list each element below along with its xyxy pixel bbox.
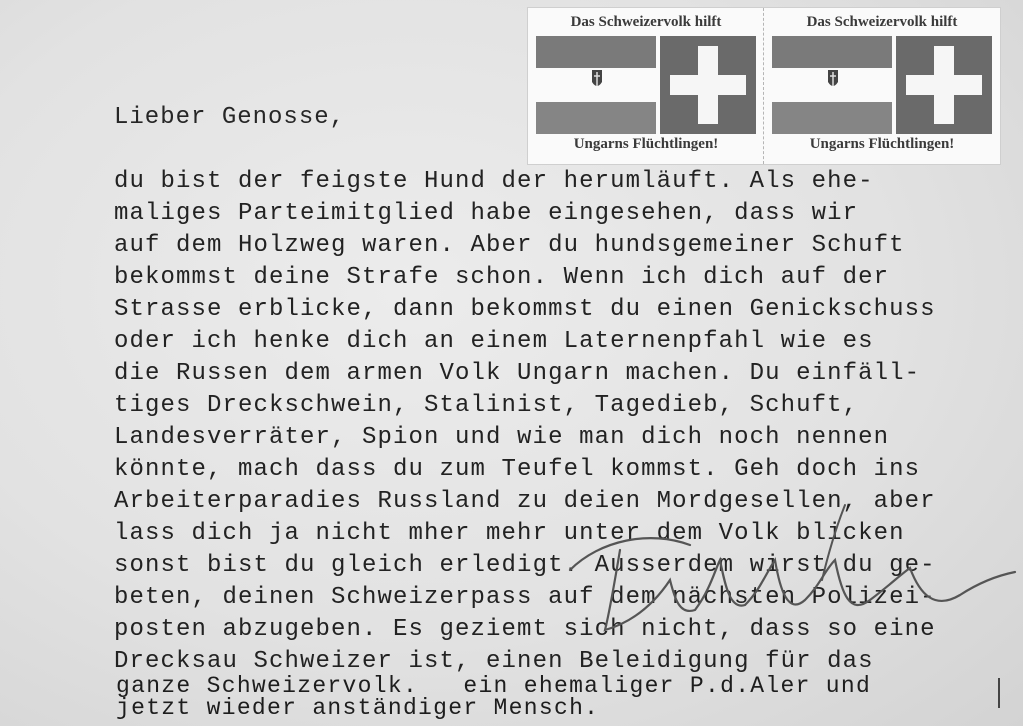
- letter-line: du bist der feigste Hund der herumläuft. Als ehe-: [114, 168, 874, 195]
- margin-mark: [998, 678, 1000, 708]
- letter-line: auf dem Holzweg waren. Aber du hundsgemeiner Schuft: [114, 232, 905, 259]
- letter-line: sonst bist du gleich erledigt. Ausserdem wirst du ge-: [114, 552, 936, 579]
- letter-line: Arbeiterparadies Russland zu deien Mordgesellen, aber: [114, 488, 936, 515]
- charity-stamp-left: [528, 8, 764, 164]
- letter-line: könnte, mach dass du zum Teufel kommst. Geh doch ins: [114, 456, 921, 483]
- letter-line: tiges Dreckschwein, Stalinist, Tagedieb, Schuft,: [114, 392, 859, 419]
- letter-line: maliges Parteimitglied habe eingesehen, dass wir: [114, 200, 859, 227]
- letter-line: beten, deinen Schweizerpass auf dem nächsten Polizei-: [114, 584, 936, 611]
- letter-line: lass dich ja nicht mher mehr unter dem Volk blicken: [114, 520, 905, 547]
- letter-closing: [116, 675, 871, 719]
- letter-line: die Russen dem armen Volk Ungarn machen. Du einfäll-: [114, 360, 921, 387]
- letter-line: bekommst deine Strafe schon. Wenn ich dich auf der: [114, 264, 890, 291]
- hungarian-flag-bottom-stripe: [536, 102, 656, 134]
- letter-line: posten abzugeben. Es geziemt sich nicht, dass so eine: [114, 616, 936, 643]
- stamp-bottom-text: Ungarns Flüchtlingen!: [809, 136, 955, 152]
- swiss-cross-bar: [670, 75, 746, 95]
- stamp-top-text: Das Schweizervolk hilft: [570, 14, 722, 30]
- letter-line: Landesverräter, Spion und wie man dich noch nennen: [114, 424, 890, 451]
- stamp-top-text: Das Schweizervolk hilft: [806, 14, 958, 30]
- closing-line: jetzt wieder anständiger Mensch.: [116, 695, 600, 721]
- letter-line: Drecksau Schweizer ist, einen Beleidigung für das: [114, 648, 874, 675]
- hungarian-flag-top-stripe: [772, 36, 892, 68]
- handwritten-signature: [560, 500, 1023, 670]
- letter-line: oder ich henke dich an einem Laternenpfahl wie es: [114, 328, 874, 355]
- letter-greeting: Lieber Genosse,: [114, 104, 346, 131]
- stamp-pair: [528, 8, 1000, 164]
- hungarian-flag-bottom-stripe: [772, 102, 892, 134]
- hungarian-flag-top-stripe: [536, 36, 656, 68]
- coat-of-arms-icon: [590, 68, 604, 94]
- stamp-bottom-text: Ungarns Flüchtlingen!: [573, 136, 719, 152]
- coat-of-arms-icon: [826, 68, 840, 94]
- letter-line: Strasse erblicke, dann bekommst du einen Genickschuss: [114, 296, 936, 323]
- charity-stamp-right: [764, 8, 1000, 164]
- closing-line: ganze Schweizervolk. ein ehemaliger P.d.Aler und: [116, 673, 872, 699]
- swiss-cross-bar: [906, 75, 982, 95]
